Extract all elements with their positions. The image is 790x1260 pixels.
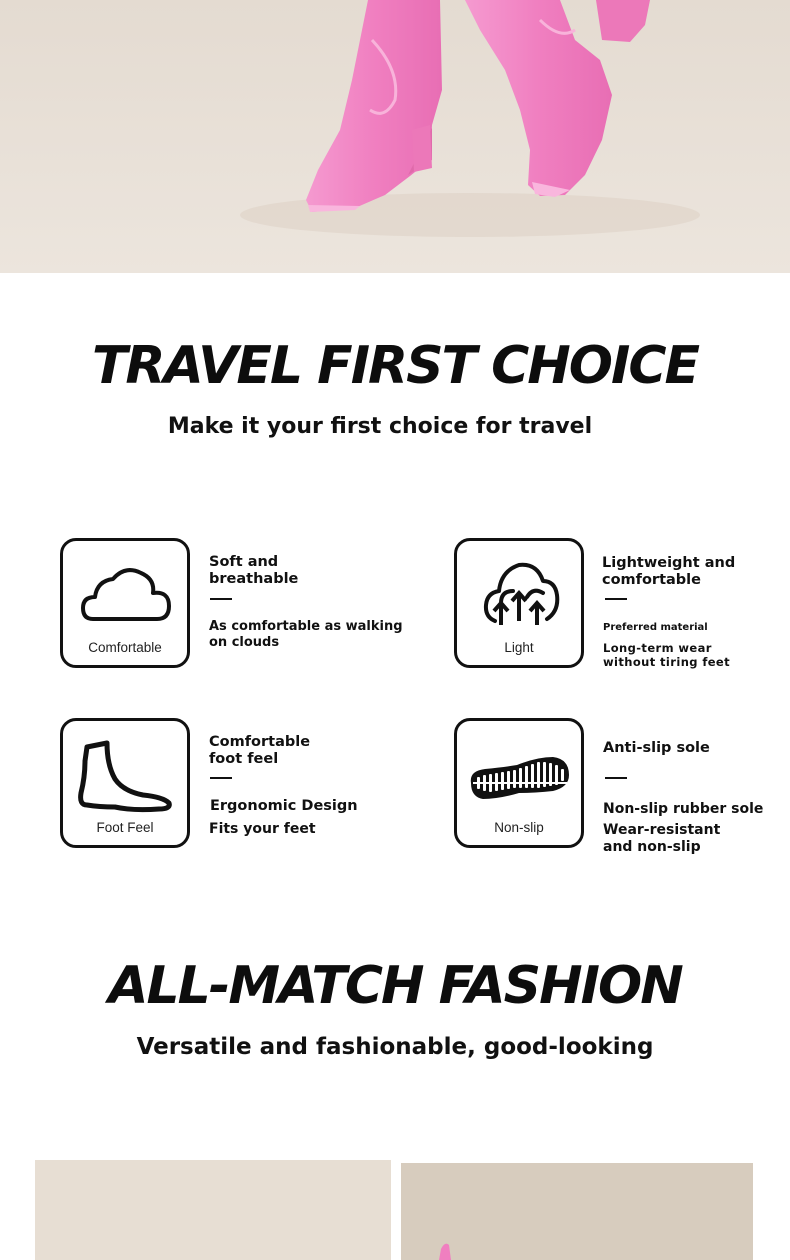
feature-detail: Fits your feet [209,821,316,837]
hero-product-photo [0,0,790,273]
feature-caption: Light [504,640,534,655]
divider [605,598,627,600]
product-photo-right [401,1163,753,1260]
feature-icon-box [60,718,190,848]
feature-caption: Foot Feel [96,820,154,835]
section-subtitle-fashion: Versatile and fashionable, good-looking [136,1034,654,1060]
section-subtitle-travel: Make it your first choice for travel [167,414,593,439]
feature-caption: Comfortable [88,640,162,655]
feature-heading: breathable [209,571,299,587]
feature-icon-box [454,718,584,848]
feature-detail: Non-slip rubber sole [603,801,764,817]
feature-heading: Lightweight and [602,555,736,571]
feature-caption: Non-slip [494,820,544,835]
feature-heading: Comfortable [209,734,311,750]
feature-heading: Soft and [209,554,279,570]
feature-icon-box [60,538,190,668]
feature-detail: Ergonomic Design [210,798,358,814]
feature-detail: and non-slip [603,839,701,855]
feature-heading: Anti-slip sole [603,740,710,756]
feature-detail: As comfortable as walking [209,619,403,634]
section-title-fashion: ALL-MATCH FASHION [108,956,682,1016]
feature-icon-box [454,538,584,668]
divider [210,777,232,779]
pink-boots-illustration [0,0,790,273]
product-photo-left [35,1160,391,1260]
photo-background [35,1160,391,1260]
feature-heading: comfortable [602,572,701,588]
feature-detail: Long-term wear [603,641,712,655]
feature-detail: on clouds [209,635,280,650]
divider [210,598,232,600]
divider [605,777,627,779]
feature-detail: Wear-resistant [603,822,721,838]
section-title-travel: TRAVEL FIRST CHOICE [91,336,699,396]
feature-heading: foot feel [209,751,279,767]
feature-detail: without tiring feet [603,655,731,669]
feature-detail-small: Preferred material [603,622,708,633]
pink-boot-heel-illustration [401,1163,753,1260]
